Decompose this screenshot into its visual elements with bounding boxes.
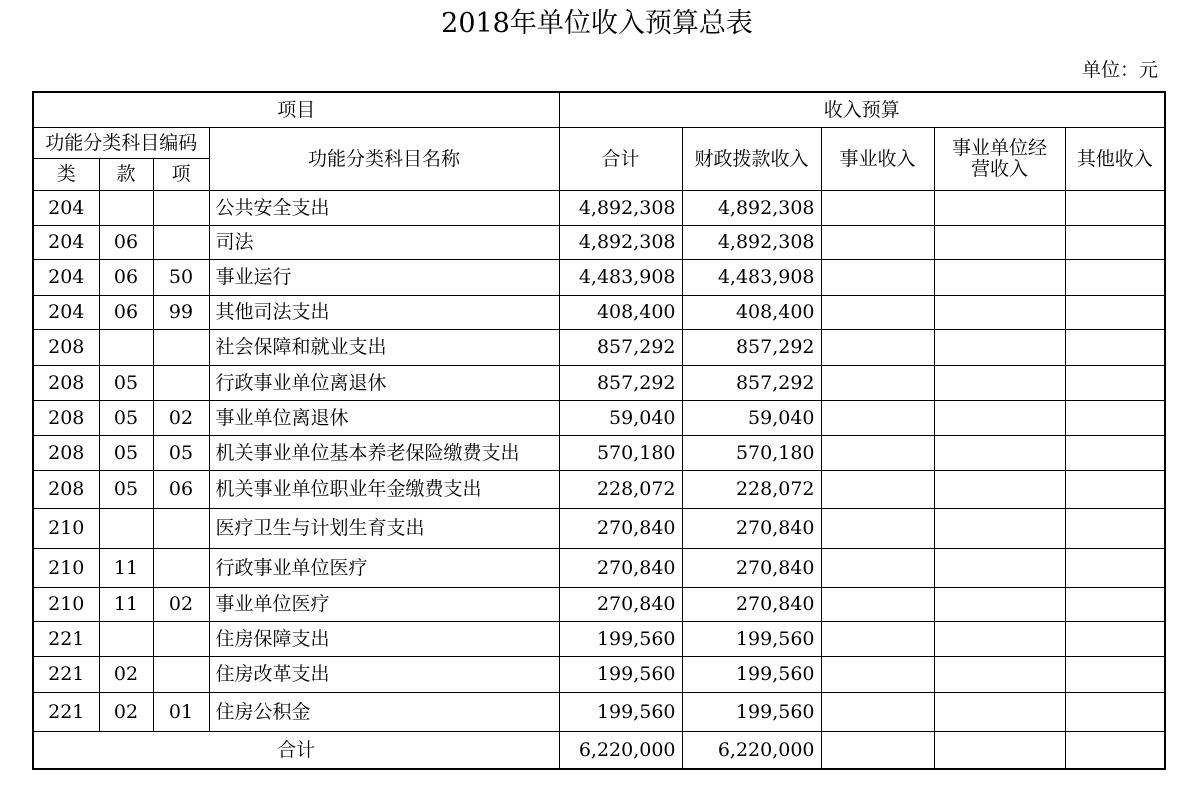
cell-fiscal: 408,400: [682, 295, 821, 329]
table-row: [33, 259, 1165, 295]
cell-name: 行政事业单位离退休: [209, 365, 559, 400]
cell-kuan: [99, 621, 153, 656]
cell-fiscal: 857,292: [682, 365, 821, 400]
cell-operating: [934, 295, 1065, 329]
cell-kuan: [99, 508, 153, 548]
cell-name: 住房公积金: [209, 692, 559, 731]
cell-fiscal: 4,892,308: [682, 190, 821, 225]
cell-kuan: 02: [99, 656, 153, 692]
cell-other: [1065, 587, 1165, 621]
cell-business: [821, 435, 934, 470]
cell-fiscal: 4,892,308: [682, 225, 821, 259]
cell-fiscal: 199,560: [682, 692, 821, 731]
cell-operating: [934, 548, 1065, 587]
cell-xiang: 50: [153, 259, 209, 295]
cell-fiscal: 857,292: [682, 329, 821, 365]
cell-kuan: 11: [99, 587, 153, 621]
header-xiang: 项: [153, 158, 209, 190]
cell-fiscal: 228,072: [682, 470, 821, 508]
cell-operating: [934, 692, 1065, 731]
cell-name: 事业运行: [209, 259, 559, 295]
cell-other: [1065, 435, 1165, 470]
cell-business: [821, 329, 934, 365]
cell-operating: [934, 470, 1065, 508]
footer-total: 6,220,000: [559, 731, 682, 769]
footer-operating: [934, 731, 1065, 769]
cell-other: [1065, 190, 1165, 225]
cell-kuan: 06: [99, 295, 153, 329]
cell-kuan: 06: [99, 259, 153, 295]
cell-other: [1065, 225, 1165, 259]
table-row: [33, 548, 1165, 587]
cell-total: 270,840: [559, 548, 682, 587]
cell-total: 4,483,908: [559, 259, 682, 295]
header-lei: 类: [33, 158, 99, 190]
cell-total: 4,892,308: [559, 225, 682, 259]
header-project: 项目: [33, 92, 559, 127]
header-other: 其他收入: [1065, 127, 1165, 190]
cell-other: [1065, 656, 1165, 692]
cell-xiang: 06: [153, 470, 209, 508]
cell-business: [821, 692, 934, 731]
cell-business: [821, 190, 934, 225]
footer-total-label: 合计: [33, 731, 559, 769]
cell-kuan: 05: [99, 470, 153, 508]
cell-kuan: 02: [99, 692, 153, 731]
cell-lei: 208: [33, 365, 99, 400]
cell-fiscal: 570,180: [682, 435, 821, 470]
cell-business: [821, 259, 934, 295]
header-func-code: 功能分类科目编码: [33, 127, 209, 158]
cell-other: [1065, 470, 1165, 508]
cell-business: [821, 508, 934, 548]
cell-xiang: [153, 190, 209, 225]
header-business: 事业收入: [821, 127, 934, 190]
cell-operating: [934, 621, 1065, 656]
cell-total: 59,040: [559, 400, 682, 435]
cell-name: 社会保障和就业支出: [209, 329, 559, 365]
cell-operating: [934, 656, 1065, 692]
cell-business: [821, 656, 934, 692]
cell-name: 行政事业单位医疗: [209, 548, 559, 587]
cell-operating: [934, 190, 1065, 225]
cell-business: [821, 470, 934, 508]
cell-lei: 210: [33, 508, 99, 548]
cell-fiscal: 270,840: [682, 587, 821, 621]
cell-lei: 221: [33, 656, 99, 692]
cell-lei: 208: [33, 400, 99, 435]
cell-business: [821, 548, 934, 587]
cell-name: 事业单位医疗: [209, 587, 559, 621]
cell-name: 公共安全支出: [209, 190, 559, 225]
cell-total: 270,840: [559, 587, 682, 621]
cell-xiang: 99: [153, 295, 209, 329]
cell-business: [821, 621, 934, 656]
table-body: [33, 190, 1165, 731]
table-row: [33, 587, 1165, 621]
cell-operating: [934, 365, 1065, 400]
cell-name: 其他司法支出: [209, 295, 559, 329]
unit-label: 单位：元: [1081, 59, 1158, 81]
cell-xiang: [153, 656, 209, 692]
footer-other: [1065, 731, 1165, 769]
cell-fiscal: 199,560: [682, 621, 821, 656]
cell-other: [1065, 508, 1165, 548]
cell-lei: 208: [33, 329, 99, 365]
cell-name: 机关事业单位职业年金缴费支出: [209, 470, 559, 508]
cell-other: [1065, 692, 1165, 731]
cell-lei: 204: [33, 190, 99, 225]
cell-xiang: [153, 508, 209, 548]
cell-name: 司法: [209, 225, 559, 259]
cell-xiang: 05: [153, 435, 209, 470]
table-row: [33, 365, 1165, 400]
cell-total: 199,560: [559, 621, 682, 656]
cell-total: 857,292: [559, 329, 682, 365]
cell-kuan: [99, 190, 153, 225]
cell-kuan: 06: [99, 225, 153, 259]
budget-table: [32, 91, 1166, 770]
cell-other: [1065, 295, 1165, 329]
cell-lei: 221: [33, 621, 99, 656]
cell-business: [821, 400, 934, 435]
cell-other: [1065, 400, 1165, 435]
cell-kuan: 11: [99, 548, 153, 587]
cell-lei: 210: [33, 587, 99, 621]
table-row: [33, 400, 1165, 435]
cell-xiang: 02: [153, 400, 209, 435]
cell-other: [1065, 621, 1165, 656]
cell-name: 机关事业单位基本养老保险缴费支出: [209, 435, 559, 470]
cell-lei: 221: [33, 692, 99, 731]
cell-other: [1065, 365, 1165, 400]
cell-lei: 208: [33, 470, 99, 508]
cell-fiscal: 199,560: [682, 656, 821, 692]
footer-business: [821, 731, 934, 769]
cell-xiang: 01: [153, 692, 209, 731]
cell-xiang: [153, 365, 209, 400]
cell-total: 228,072: [559, 470, 682, 508]
cell-kuan: 05: [99, 400, 153, 435]
cell-kuan: [99, 329, 153, 365]
cell-fiscal: 270,840: [682, 548, 821, 587]
cell-operating: [934, 435, 1065, 470]
header-total: 合计: [559, 127, 682, 190]
table-row: [33, 329, 1165, 365]
header-fiscal: 财政拨款收入: [682, 127, 821, 190]
cell-other: [1065, 259, 1165, 295]
cell-other: [1065, 548, 1165, 587]
cell-fiscal: 4,483,908: [682, 259, 821, 295]
table-row: [33, 656, 1165, 692]
cell-total: 270,840: [559, 508, 682, 548]
cell-xiang: 02: [153, 587, 209, 621]
footer-fiscal: 6,220,000: [682, 731, 821, 769]
header-func-name: 功能分类科目名称: [209, 127, 559, 190]
cell-other: [1065, 329, 1165, 365]
cell-xiang: [153, 548, 209, 587]
table-row: [33, 295, 1165, 329]
cell-lei: 208: [33, 435, 99, 470]
cell-lei: 204: [33, 259, 99, 295]
table-row: [33, 508, 1165, 548]
cell-name: 住房保障支出: [209, 621, 559, 656]
cell-xiang: [153, 621, 209, 656]
cell-lei: 204: [33, 295, 99, 329]
cell-total: 408,400: [559, 295, 682, 329]
header-income-budget: 收入预算: [559, 92, 1165, 127]
cell-operating: [934, 329, 1065, 365]
cell-total: 570,180: [559, 435, 682, 470]
cell-xiang: [153, 225, 209, 259]
cell-operating: [934, 400, 1065, 435]
cell-business: [821, 365, 934, 400]
cell-total: 4,892,308: [559, 190, 682, 225]
page-title: 2018年单位收入预算总表: [441, 8, 753, 39]
cell-total: 857,292: [559, 365, 682, 400]
cell-name: 医疗卫生与计划生育支出: [209, 508, 559, 548]
cell-name: 住房改革支出: [209, 656, 559, 692]
cell-fiscal: 270,840: [682, 508, 821, 548]
cell-kuan: 05: [99, 435, 153, 470]
table-row: [33, 470, 1165, 508]
table-row: [33, 190, 1165, 225]
cell-lei: 204: [33, 225, 99, 259]
cell-operating: [934, 508, 1065, 548]
cell-business: [821, 225, 934, 259]
table-row: [33, 621, 1165, 656]
table-row: [33, 435, 1165, 470]
table-row: [33, 692, 1165, 731]
header-operating-label: 事业单位经营收入: [952, 136, 1048, 180]
cell-xiang: [153, 329, 209, 365]
table-row: [33, 225, 1165, 259]
cell-operating: [934, 587, 1065, 621]
cell-name: 事业单位离退休: [209, 400, 559, 435]
header-operating: [934, 127, 1065, 190]
cell-kuan: 05: [99, 365, 153, 400]
cell-business: [821, 295, 934, 329]
cell-total: 199,560: [559, 656, 682, 692]
cell-total: 199,560: [559, 692, 682, 731]
header-kuan: 款: [99, 158, 153, 190]
cell-business: [821, 587, 934, 621]
cell-operating: [934, 225, 1065, 259]
cell-operating: [934, 259, 1065, 295]
cell-lei: 210: [33, 548, 99, 587]
cell-fiscal: 59,040: [682, 400, 821, 435]
